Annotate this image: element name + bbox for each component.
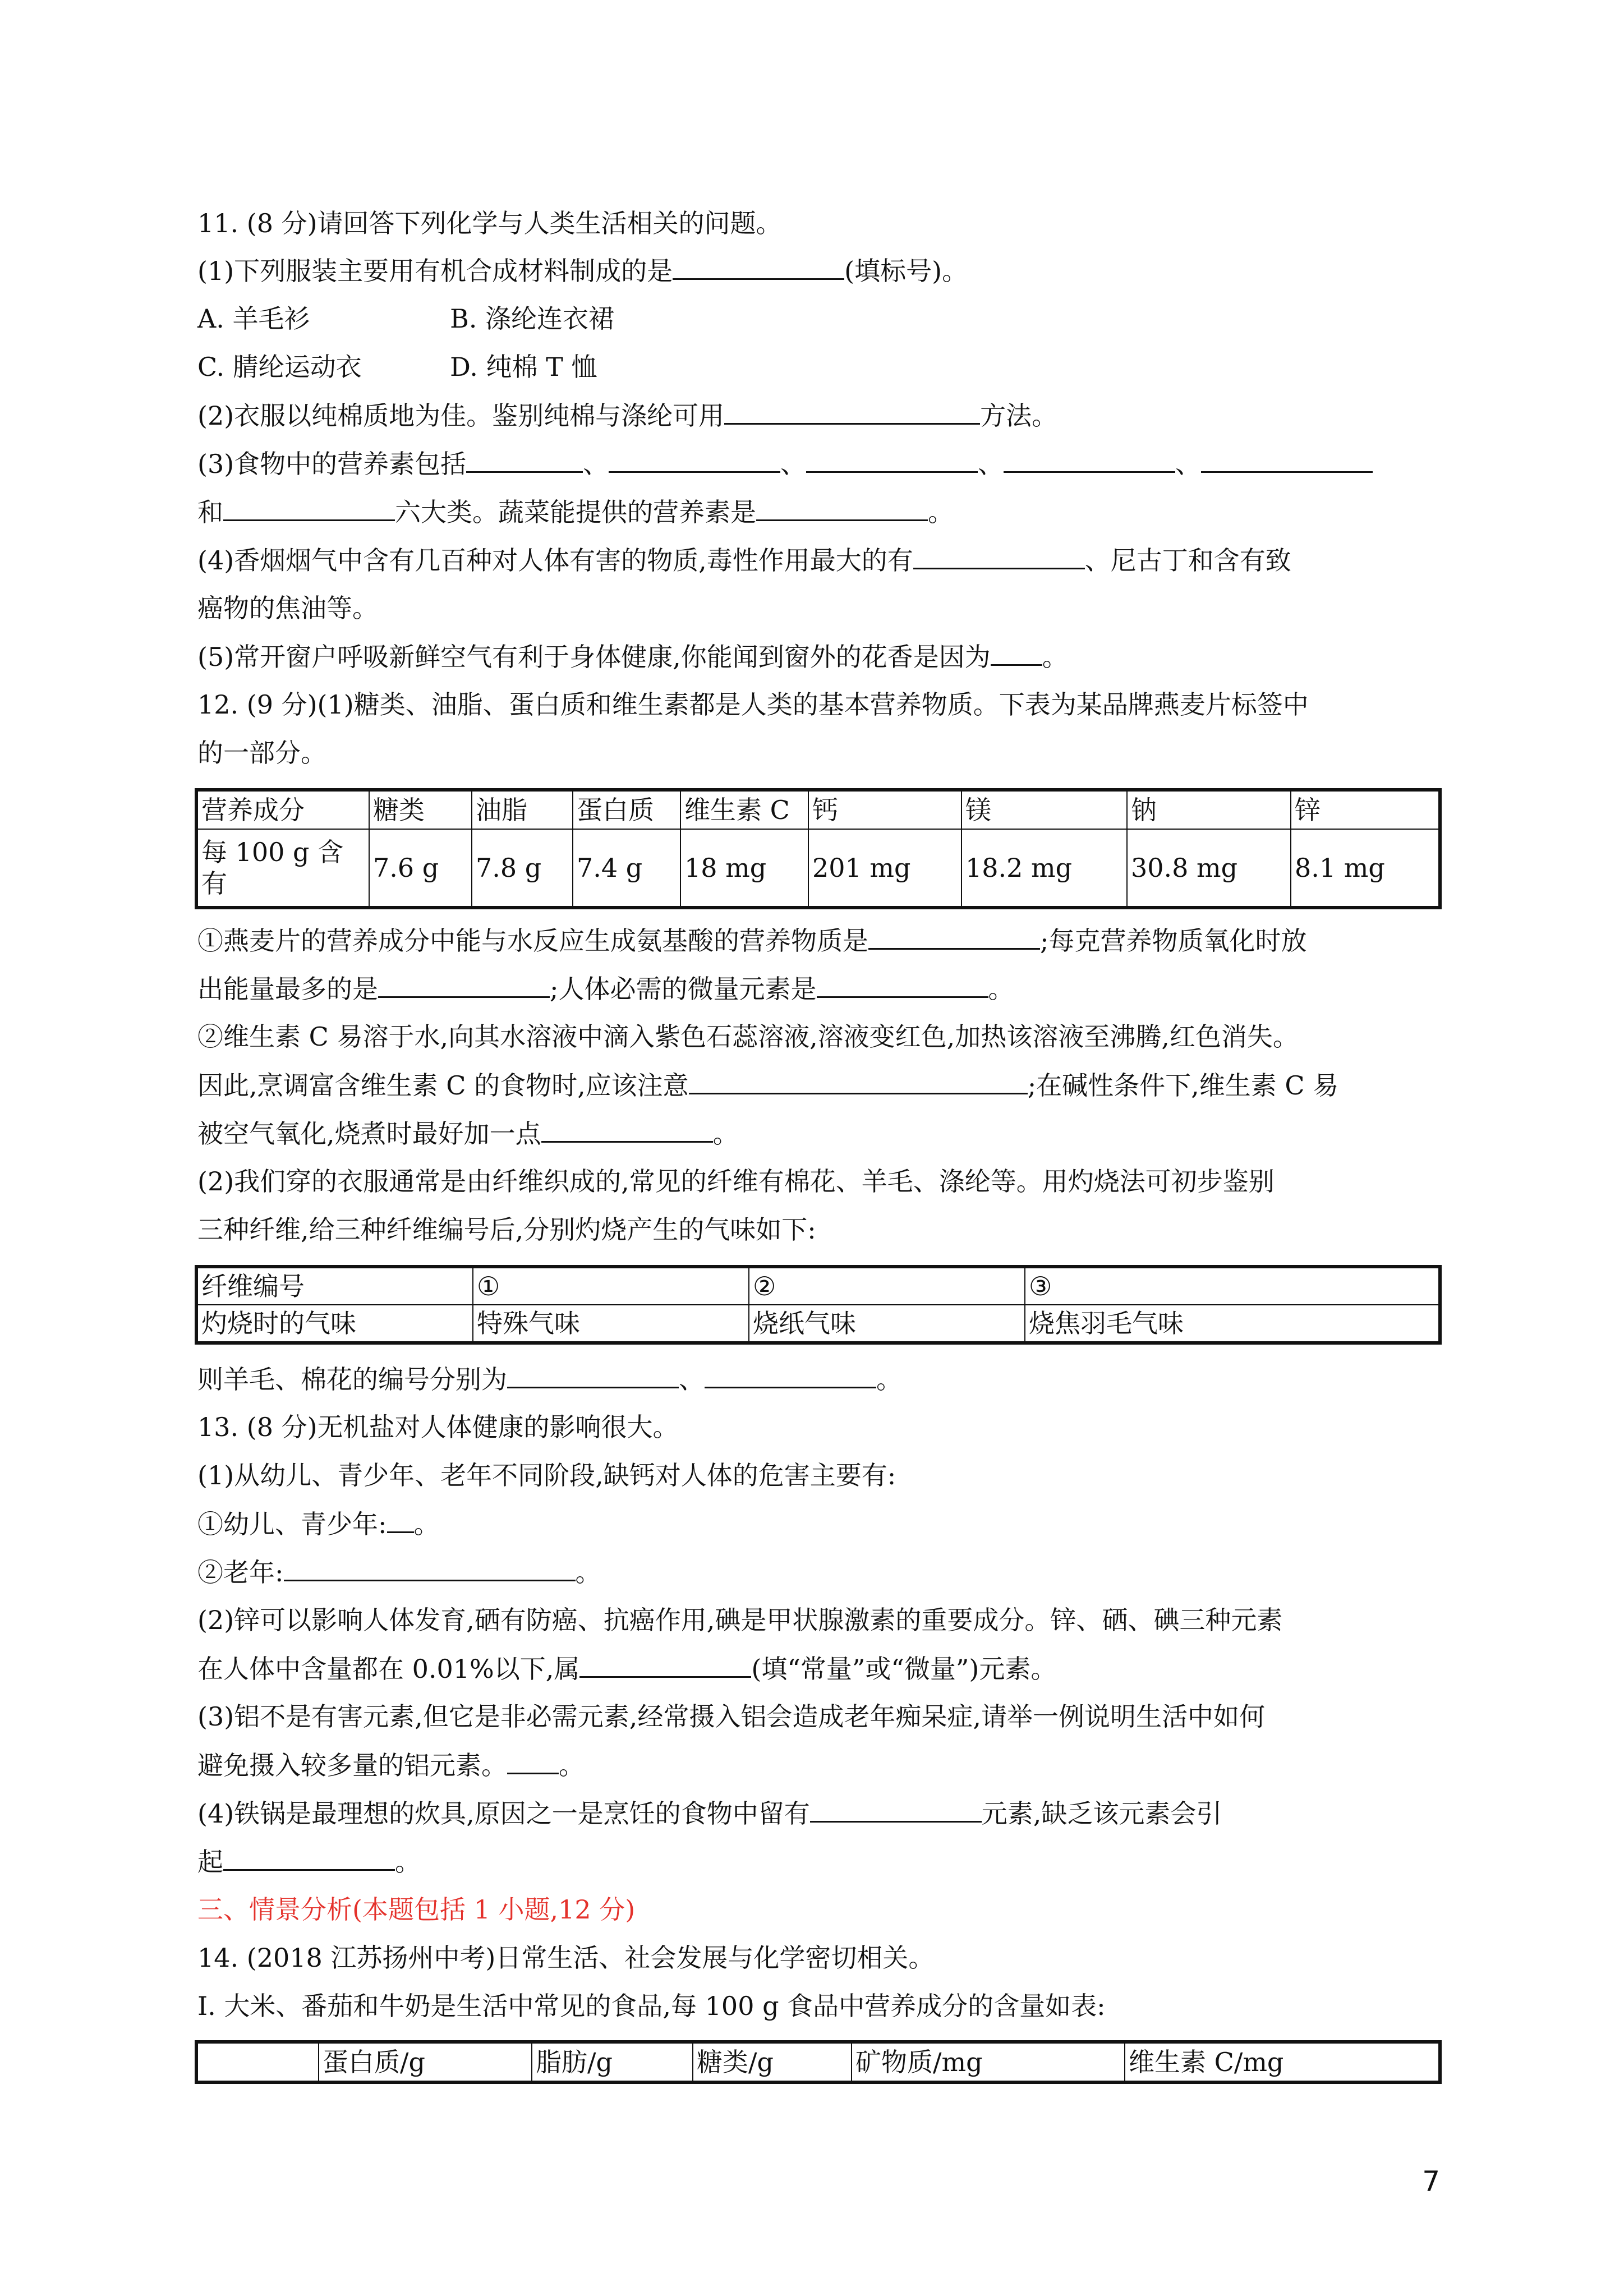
answer-blank[interactable] — [579, 1651, 751, 1678]
answer-blank[interactable] — [689, 1068, 1028, 1094]
answer-blank[interactable] — [868, 923, 1040, 950]
answer-blank[interactable] — [223, 495, 395, 521]
answer-blank[interactable] — [387, 1507, 414, 1533]
q11-stem: 11. (8 分)请回答下列化学与人类生活相关的问题。 — [197, 208, 782, 238]
table-header-row: 蛋白质/g 脂肪/g 糖类/g 矿物质/mg 维生素 C/mg — [196, 2042, 1440, 2082]
answer-blank[interactable] — [284, 1555, 576, 1581]
q13-part3-cont: 避免摄入较多量的铝元素。 。 — [197, 1748, 585, 1782]
answer-blank[interactable] — [1004, 447, 1175, 473]
answer-blank[interactable] — [705, 1362, 876, 1388]
answer-blank[interactable] — [673, 254, 844, 280]
answer-blank[interactable] — [541, 1116, 713, 1143]
q12-stem-cont: 的一部分。 — [197, 738, 326, 768]
option-d: D. 纯棉 T 恤 — [450, 352, 597, 382]
q12-sub2-cont: 因此,烹调富含维生素 C 的食物时,应该注意 ;在碱性条件下,维生素 C 易 — [197, 1068, 1338, 1102]
answer-blank[interactable] — [507, 1362, 679, 1388]
q11-part3: (3)食物中的营养素包括 、 、 、 、 — [197, 447, 1373, 481]
q12-sub1-cont: 出能量最多的是 ;人体必需的微量元素是 。 — [197, 972, 1014, 1006]
q11-part1: (1)下列服装主要用有机合成材料制成的是 (填标号)。 — [197, 254, 968, 288]
q13-part2-cont: 在人体中含量都在 0.01%以下,属 (填“常量”或“微量”)元素。 — [197, 1651, 1056, 1686]
page-number: 7 — [1422, 2165, 1440, 2198]
answer-blank[interactable] — [756, 495, 928, 521]
q13-part1-youth: ①幼儿、青少年: 。 — [197, 1507, 440, 1541]
q13-part1-elderly: ②老年: 。 — [197, 1555, 601, 1589]
q13-part4-cont: 起 。 — [197, 1844, 421, 1879]
answer-blank[interactable] — [724, 398, 980, 425]
q11-options-row2 — [197, 350, 597, 384]
q11-part4: (4)香烟烟气中含有几百种对人体有害的物质,毒性作用最大的有 、尼古丁和含有致 — [197, 543, 1291, 577]
table-header-row: 营养成分 糖类 油脂 蛋白质 维生素 C 钙 镁 钠 锌 — [196, 790, 1440, 829]
q12-part2-answer: 则羊毛、棉花的编号分别为 、 。 — [197, 1362, 902, 1396]
answer-blank[interactable] — [817, 972, 988, 998]
q13-part4: (4)铁锅是最理想的炊具,原因之一是烹饪的食物中留有 元素,缺乏该元素会引 — [197, 1796, 1222, 1830]
q12-part2: (2)我们穿的衣服通常是由纤维织成的,常见的纤维有棉花、羊毛、涤纶等。用灼烧法可初步鉴别 — [197, 1166, 1275, 1197]
food-nutrition-table — [195, 2040, 1442, 2084]
q13-part1: (1)从幼儿、青少年、老年不同阶段,缺钙对人体的危害主要有: — [197, 1460, 896, 1490]
table-row: 每 100 g 含有 7.6 g 7.8 g 7.4 g 18 mg 201 mg 18.2 mg 30.8 mg 8.1 mg — [196, 829, 1440, 908]
q12-sub1: ①燕麦片的营养成分中能与水反应生成氨基酸的营养物质是 ;每克营养物质氧化时放 — [197, 923, 1307, 958]
table-row: 灼烧时的气味 特殊气味 烧纸气味 烧焦羽毛气味 — [196, 1305, 1440, 1343]
option-a: A. 羊毛衫 — [197, 303, 310, 334]
answer-blank[interactable] — [507, 1748, 559, 1774]
q14-part1: Ⅰ. 大米、番茄和牛奶是生活中常见的食品,每 100 g 食品中营养成分的含量如表: — [197, 1991, 1106, 2021]
q11-part5: (5)常开窗户呼吸新鲜空气有利于身体健康,你能闻到窗外的花香是因为 。 — [197, 639, 1068, 674]
q12-sub2-cont2: 被空气氧化,烧煮时最好加一点 。 — [197, 1116, 739, 1151]
q13-part2: (2)锌可以影响人体发育,硒有防癌、抗癌作用,碘是甲状腺激素的重要成分。锌、硒、碘三种元素 — [197, 1605, 1283, 1635]
answer-blank[interactable] — [378, 972, 550, 998]
q13-part3: (3)铝不是有害元素,但它是非必需元素,经常摄入铝会造成老年痴呆症,请举一例说明生活中如何 — [197, 1701, 1266, 1732]
q12-sub2: ②维生素 C 易溶于水,向其水溶液中滴入紫色石蕊溶液,溶液变红色,加热该溶液至沸腾,红色消失。 — [197, 1022, 1299, 1052]
answer-blank[interactable] — [810, 1796, 982, 1823]
answer-blank[interactable] — [913, 543, 1085, 569]
q13-stem: 13. (8 分)无机盐对人体健康的影响很大。 — [197, 1412, 679, 1442]
answer-blank[interactable] — [991, 639, 1042, 666]
q11-part2: (2)衣服以纯棉质地为佳。鉴别纯棉与涤纶可用 方法。 — [197, 398, 1057, 432]
q11-part4-cont: 癌物的焦油等。 — [197, 593, 378, 623]
option-c: C. 腈纶运动衣 — [197, 352, 362, 382]
table-header-row: 纤维编号 ① ② ③ — [196, 1267, 1440, 1305]
answer-blank[interactable] — [609, 447, 780, 473]
nutrition-label-table — [195, 788, 1442, 909]
q14-stem: 14. (2018 江苏扬州中考)日常生活、社会发展与化学密切相关。 — [197, 1943, 935, 1973]
answer-blank[interactable] — [806, 447, 978, 473]
q12-part2-cont: 三种纤维,给三种纤维编号后,分别灼烧产生的气味如下: — [197, 1214, 816, 1245]
fiber-test-table — [195, 1265, 1442, 1345]
section-heading: 三、情景分析(本题包括 1 小题,12 分) — [197, 1894, 636, 1925]
answer-blank[interactable] — [223, 1844, 395, 1871]
option-b: B. 涤纶连衣裙 — [450, 303, 615, 334]
q12-stem: 12. (9 分)(1)糖类、油脂、蛋白质和维生素都是人类的基本营养物质。下表为某品牌燕麦片标签中 — [197, 689, 1309, 720]
q11-options-row1 — [197, 302, 615, 335]
answer-blank[interactable] — [1201, 447, 1373, 473]
q11-part3-cont: 和 六大类。蔬菜能提供的营养素是 。 — [197, 495, 954, 529]
answer-blank[interactable] — [466, 447, 583, 473]
